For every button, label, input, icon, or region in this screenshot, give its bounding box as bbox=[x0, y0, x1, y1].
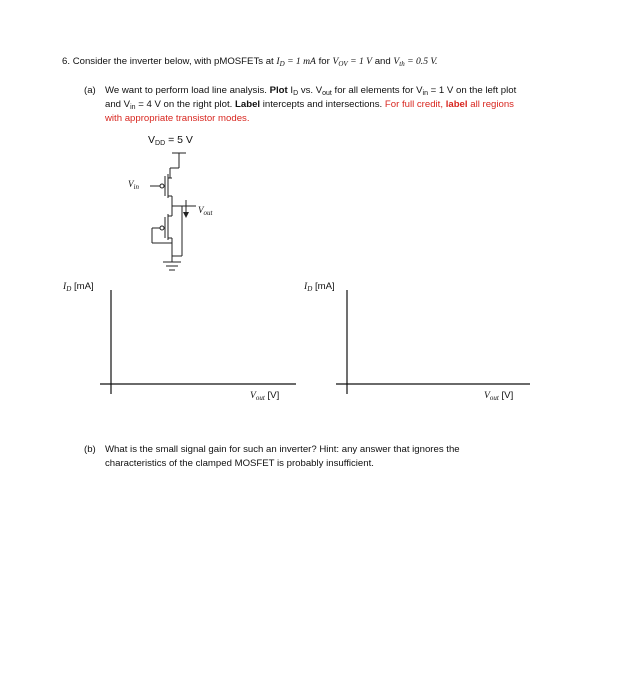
condition-vth: $V_{th} = 0.5$ V. bbox=[393, 56, 438, 68]
condition-vov: $V_{OV} = 1$ V bbox=[332, 56, 373, 68]
part-a-line-2: and $V_{in} = 4$ V on the right plot. Label intercepts and intersections. For full credit, label all regions bbox=[105, 99, 514, 111]
vdd-label: $V_{DD} = 5$ V bbox=[148, 134, 193, 147]
left-plot-axes bbox=[100, 290, 296, 394]
question-intro: Consider the inverter below, with pMOSFETs at bbox=[72, 56, 274, 67]
top-pmos-gate-bubble bbox=[160, 184, 164, 188]
condition-and: and bbox=[374, 56, 391, 67]
left-y-axis-label: $I_D$ [mA] bbox=[63, 281, 94, 293]
right-y-axis-label: $I_D$ [mA] bbox=[304, 281, 335, 293]
vout-label: $V_{out}$ bbox=[198, 205, 213, 217]
vin-label: $V_{in}$ bbox=[128, 179, 139, 191]
part-b-label: (b) bbox=[84, 444, 96, 455]
part-a-line-3: with appropriate transistor modes. bbox=[105, 113, 250, 124]
part-a-label: (a) bbox=[84, 85, 96, 96]
condition-for: for bbox=[318, 56, 330, 67]
left-x-axis-label: $V_{out}$ [V] bbox=[250, 390, 280, 402]
right-x-axis-label: $V_{out}$ [V] bbox=[484, 390, 514, 402]
question-number: 6. bbox=[62, 56, 71, 67]
part-b-line-2: characteristics of the clamped MOSFET is probably insufficient. bbox=[105, 458, 374, 469]
bottom-pmos-gate-bubble bbox=[160, 226, 164, 230]
condition-id: $I_D = 1$ mA bbox=[276, 56, 316, 68]
right-plot-axes bbox=[336, 290, 530, 394]
part-b-line-1: What is the small signal gain for such an inverter? Hint: any answer that ignores the bbox=[105, 444, 460, 455]
part-a-line-1: We want to perform load line analysis. Plot $I_D$ vs. $V_{out}$ for all elements for $V_{in} = 1$ V on the left plot bbox=[105, 85, 517, 97]
